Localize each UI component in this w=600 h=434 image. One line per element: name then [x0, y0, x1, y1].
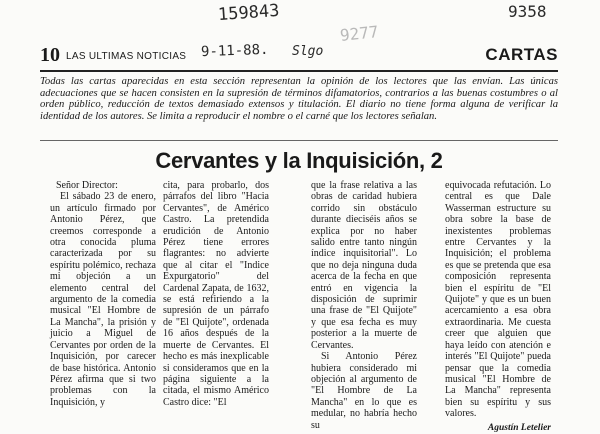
- handwritten-number: 159843: [217, 0, 281, 26]
- article-column-2: [163, 180, 269, 408]
- paragraph: Si Antonio Pérez hubiera considerado mi objeción al argumento de "El Hombre de La Mancha" en lo que es medular, no habría hecho su: [311, 351, 417, 431]
- masthead: [40, 41, 558, 72]
- handwritten-archive-number: 9358: [508, 2, 547, 21]
- newspaper-name: LAS ULTIMAS NOTICIAS: [66, 51, 187, 62]
- handwritten-abbreviation: Slgo: [292, 44, 324, 59]
- paragraph: cita, para probarlo, dos párrafos del libro "Hacia Cervantes", de Américo Castro. La pretendida erudición de Antonio Pérez tiene errores flagrantes: no advierte que al citar el "Indice Expurgatorio" del Cardenal Zapata, de 1632, se está refiriendo a la supresión de un párrafo de "El Quijote", ordenada 16 años después de la muerte de Cervantes. El hecho es más inexplicable si consideramos que en la página siguiente a la citada, el mismo Américo Castro dice: "El: [163, 180, 269, 408]
- article-headline: Cervantes y la Inquisición, 2: [155, 148, 443, 173]
- article-column-1: [50, 180, 156, 408]
- paragraph: El sábado 23 de enero, un artículo firmado por Antonio Pérez, que creemos corresponde a otra conocida pluma caracterizada por su espíritu polémico, rechaza mi objeción a un elemento central del argumento de la comedia musical "El Hombre de La Mancha", la prisión y juicio a Miguel de Cervantes por orden de la Inquisición, por carecer de base histórica. Antonio Pérez afirma que si two problemas con la Inquisición, y: [50, 191, 156, 408]
- faint-handwritten-number: 9277: [339, 22, 380, 45]
- page-number: 10: [40, 44, 60, 66]
- section-title: CARTAS: [485, 45, 558, 64]
- handwritten-date: 9-11-88.: [200, 41, 269, 61]
- divider: [40, 140, 558, 141]
- salutation: Señor Director:: [56, 180, 118, 191]
- author-signature: Agustín Letelier: [487, 422, 551, 433]
- article-column-3: [311, 180, 417, 431]
- paragraph: que la frase relativa a las obras de caridad hubiera corrido sin obstáculo durante dieciséis años se explica por no haber salido entre tanto ningún índice inquisitorial". Lo que no deja ninguna duda acerca de la fecha en que entró en vigencia la disposición de suprimir una frase de "El Quijote" y que esa fecha es muy posterior a la muerte de Cervantes.: [311, 180, 417, 351]
- article-column-4: [445, 180, 551, 433]
- editorial-disclaimer: Todas las cartas aparecidas en esta sección representan la opinión de los lectores que las envían. Las únicas adecuaciones que se hacen consisten en la supresión de términos difamatorios, contrarios a las buenas costumbres o al orden público, reducción de textos demasiado extensos y titulación. El diario no tiene forma alguna de verificar la identidad de los autores. Se limita a reproducir el nombre o el carné que los lectores señalan.: [40, 76, 558, 122]
- paragraph: equivocada refutación. Lo central es que Dale Wasserman estructure su obra sobre la base de inexistentes problemas entre Cervantes y la Inquisición; el problema es que se pretenda que esa composición representa bien el espíritu de "El Quijote" y que es un buen acercamiento a esa obra extraordinaria. Me cuesta creer que alguien que haya leído con atención e interés "El Quijote" pueda pensar que la comedia musical "El Hombre de La Mancha" representa bien su espíritu y sus valores.: [445, 180, 551, 420]
